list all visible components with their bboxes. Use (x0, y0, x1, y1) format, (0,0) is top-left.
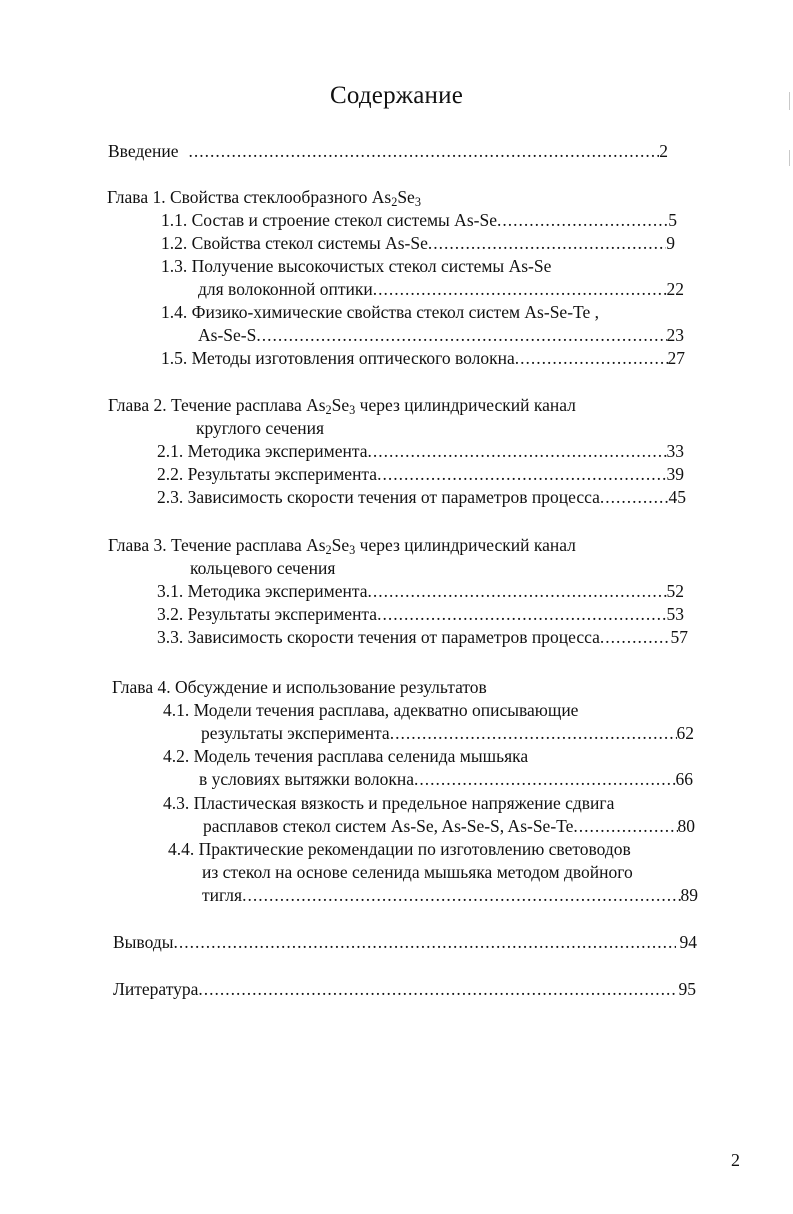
toc-entry-label: 1.4. Физико-химические свойства стекол систем As-Se-Te , (161, 302, 600, 322)
toc-entry: 1.1. Состав и строение стекол системы As-Se ..... 5 (161, 209, 677, 231)
chapter-heading: Глава 4. Обсуждение и использование результатов (112, 677, 487, 697)
toc-entry: 2.3. Зависимость скорости течения от параметров процесса ..... 45 (157, 486, 686, 508)
toc-entry: 2.2. Результаты эксперимента ..... 39 (157, 463, 684, 485)
toc-entry-label: 4.4. Практические рекомендации по изготовлению световодов (168, 839, 631, 859)
toc-page: 2 (659, 141, 668, 161)
chapter-heading: Глава 2. Течение расплава $As_2Se_3$ через цилиндрический канал (108, 395, 576, 418)
page-number: 2 (731, 1150, 740, 1170)
toc-entry-label: 4.2. Модель течения расплава селенида мышьяка (163, 746, 529, 766)
page-title: Содержание (330, 82, 463, 109)
toc-entry-label: 4.3. Пластическая вязкость и предельное напряжение сдвига (163, 793, 615, 813)
toc-entry: результаты эксперимента ..... 62 (201, 722, 694, 744)
toc-entry: 1.2. Свойства стекол системы As-Se ..... 9 (161, 232, 675, 254)
chapter-heading-cont: кольцевого сечения (190, 558, 336, 578)
toc-entry-conclusions: Выводы ..... 94 (113, 931, 697, 953)
chapter-heading: Глава 1. Свойства стеклообразного $As_2Se_3$ (107, 187, 421, 210)
scan-edge-mark (789, 150, 790, 166)
toc-entry: 3.2. Результаты эксперимента ..... 53 (157, 603, 684, 625)
toc-label: Введение (108, 141, 179, 161)
toc-entry: 3.3. Зависимость скорости течения от параметров процесса ..... 57 (157, 626, 688, 648)
toc-entry-label-cont: из стекол на основе селенида мышьяка методом двойного (202, 862, 633, 882)
toc-entry-intro (108, 140, 668, 162)
chapter-heading-cont: круглого сечения (196, 418, 325, 438)
toc-entry: расплавов стекол систем As-Se, As-Se-S, As-Se-Te ..... 80 (203, 815, 695, 837)
chapter-heading: Глава 3. Течение расплава $As_2Se_3$ через цилиндрический канал (108, 535, 576, 558)
toc-entry: тигля ..... 89 (202, 884, 698, 906)
toc-entry-label: 4.1. Модели течения расплава, адекватно описывающие (163, 700, 579, 720)
toc-entry: 2.1. Методика эксперимента ..... 33 (157, 440, 684, 462)
toc-entry: As-Se-S ..... 23 (198, 324, 684, 346)
toc-entry: 1.5. Методы изготовления оптического волокна ..... 27 (161, 347, 685, 369)
toc-entry-literature: Литература ..... 95 (113, 978, 696, 1000)
toc-entry: для волоконной оптики ..... 22 (198, 278, 684, 300)
toc-entry: 3.1. Методика эксперимента ..... 52 (157, 580, 684, 602)
toc-entry: в условиях вытяжки волокна ..... 66 (199, 768, 693, 790)
toc-entry-label: 1.3. Получение высокочистых стекол системы As-Se (161, 256, 552, 276)
